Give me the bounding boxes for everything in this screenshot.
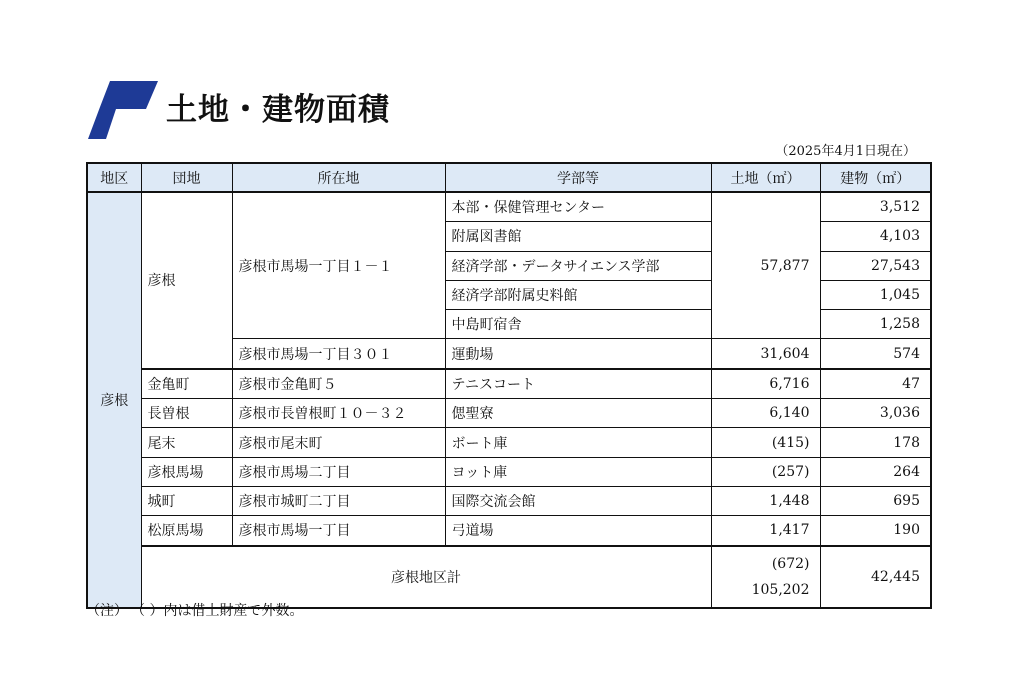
table-row xyxy=(87,192,931,222)
total-land-cell xyxy=(711,546,820,608)
address-cell: 彦根市城町二丁目 xyxy=(232,486,445,515)
header-land: 土地（㎡） xyxy=(711,163,820,192)
as-of-date: （2025年4月1日現在） xyxy=(775,144,916,159)
facility-cell: 偲聖寮 xyxy=(445,399,711,428)
logo-icon xyxy=(88,81,158,139)
building-cell: 190 xyxy=(820,516,931,546)
address-cell: 彦根市馬場一丁目１－１ xyxy=(232,192,445,339)
facility-cell: ヨット庫 xyxy=(445,457,711,486)
facility-cell: 経済学部・データサイエンス学部 xyxy=(445,251,711,280)
page-title: 土地・建物面積 xyxy=(166,92,390,128)
facility-cell: 本部・保健管理センター xyxy=(445,192,711,222)
facility-cell: 弓道場 xyxy=(445,516,711,546)
land-cell: 6,140 xyxy=(711,399,820,428)
total-building: 42,445 xyxy=(820,546,931,608)
total-row xyxy=(87,546,931,608)
table-row xyxy=(87,399,931,428)
address-cell: 彦根市尾末町 xyxy=(232,428,445,457)
table-row xyxy=(87,428,931,457)
header-address: 所在地 xyxy=(232,163,445,192)
building-cell: 264 xyxy=(820,457,931,486)
header-facility: 学部等 xyxy=(445,163,711,192)
facility-cell: 運動場 xyxy=(445,339,711,369)
facility-cell: ボート庫 xyxy=(445,428,711,457)
total-land-leased: (672) xyxy=(771,555,810,572)
land-cell: 57,877 xyxy=(711,192,820,339)
footnote xyxy=(86,600,313,620)
building-cell: 3,036 xyxy=(820,399,931,428)
total-land: 105,202 xyxy=(751,581,810,598)
building-cell: 3,512 xyxy=(820,192,931,222)
facility-cell: 附属図書館 xyxy=(445,222,711,251)
land-cell: 1,417 xyxy=(711,516,820,546)
estate-cell: 金亀町 xyxy=(141,369,232,399)
address-cell: 彦根市馬場二丁目 xyxy=(232,457,445,486)
building-cell: 47 xyxy=(820,369,931,399)
facility-cell: 中島町宿舎 xyxy=(445,310,711,339)
land-building-table xyxy=(86,162,932,609)
header-estate: 団地 xyxy=(141,163,232,192)
land-cell: 31,604 xyxy=(711,339,820,369)
land-cell: 1,448 xyxy=(711,486,820,515)
facility-cell: 国際交流会館 xyxy=(445,486,711,515)
header-building: 建物（㎡） xyxy=(820,163,931,192)
table-header-row xyxy=(87,163,931,192)
estate-cell: 城町 xyxy=(141,486,232,515)
address-cell: 彦根市長曽根町１０－３２ xyxy=(232,399,445,428)
land-cell: (415) xyxy=(711,428,820,457)
building-cell: 27,543 xyxy=(820,251,931,280)
table-row xyxy=(87,486,931,515)
footnote-prefix: （注） xyxy=(86,603,128,619)
building-cell: 695 xyxy=(820,486,931,515)
estate-cell: 彦根 xyxy=(141,192,232,369)
table-row xyxy=(87,457,931,486)
header-district: 地区 xyxy=(87,163,141,192)
building-cell: 574 xyxy=(820,339,931,369)
table-row xyxy=(87,369,931,399)
address-cell: 彦根市金亀町５ xyxy=(232,369,445,399)
footnote-text: （ ）内は借上財産で外数。 xyxy=(138,603,304,619)
building-cell: 1,045 xyxy=(820,280,931,309)
address-cell: 彦根市馬場一丁目 xyxy=(232,516,445,546)
facility-cell: 経済学部附属史料館 xyxy=(445,280,711,309)
address-cell: 彦根市馬場一丁目３０１ xyxy=(232,339,445,369)
building-cell: 1,258 xyxy=(820,310,931,339)
estate-cell: 長曽根 xyxy=(141,399,232,428)
land-cell: (257) xyxy=(711,457,820,486)
total-label: 彦根地区計 xyxy=(141,546,711,608)
facility-cell: テニスコート xyxy=(445,369,711,399)
land-cell: 6,716 xyxy=(711,369,820,399)
estate-cell: 彦根馬場 xyxy=(141,457,232,486)
district-cell: 彦根 xyxy=(87,192,141,608)
building-cell: 178 xyxy=(820,428,931,457)
building-cell: 4,103 xyxy=(820,222,931,251)
estate-cell: 尾末 xyxy=(141,428,232,457)
table-row xyxy=(87,516,931,546)
estate-cell: 松原馬場 xyxy=(141,516,232,546)
